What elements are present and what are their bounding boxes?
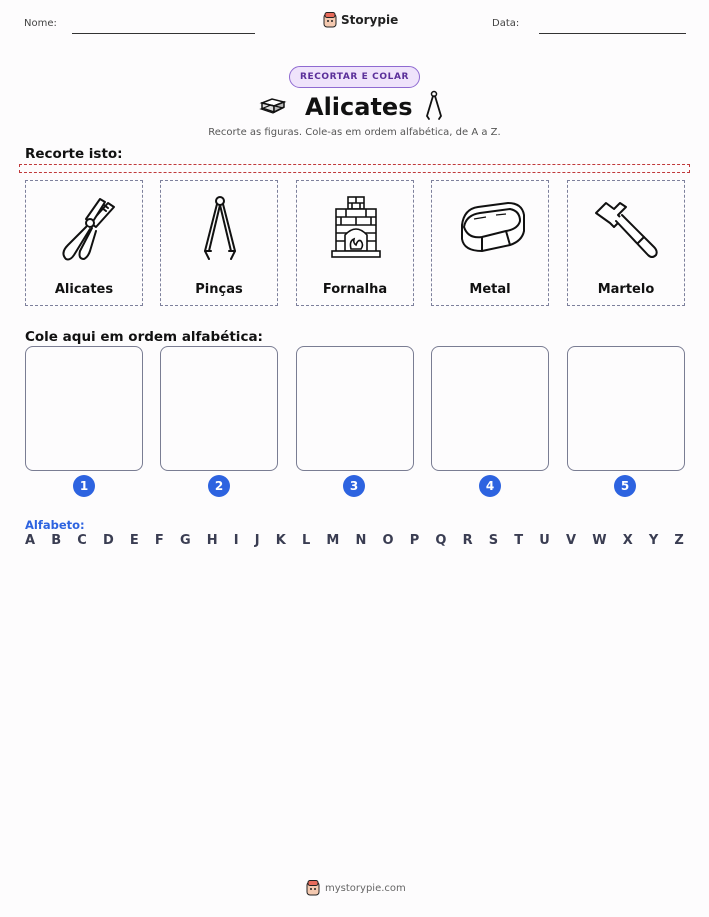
paste-box[interactable] [296,346,414,471]
alphabet-letter: S [488,533,499,548]
page-title: Alicates [305,93,413,121]
alphabet-title: Alfabeto: [25,518,85,532]
alphabet-letter: I [233,533,239,548]
alphabet-letter: J [254,533,260,548]
cut-heading: Recorte isto: [25,146,123,162]
alphabet-letter: L [301,533,311,548]
order-number: 5 [614,475,636,497]
card-label: Pinças [195,282,243,297]
cut-card[interactable] [431,180,549,306]
activity-badge: RECORTAR E COLAR [289,66,420,88]
tongs-icon [185,193,255,265]
alphabet-letter: G [179,533,191,548]
card-label: Martelo [597,282,655,297]
card-label: Fornalha [322,282,388,297]
paste-heading: Cole aqui em ordem alfabética: [25,329,263,345]
alphabet-letter: E [129,533,139,548]
cut-card[interactable] [160,180,278,306]
name-line [72,33,255,34]
order-number: 2 [208,475,230,497]
alphabet-row [25,533,684,548]
name-label: Nome: [24,18,57,29]
alphabet-letter: V [566,533,577,548]
cut-card[interactable] [567,180,685,306]
cut-card[interactable] [296,180,414,306]
cut-line [19,164,690,173]
storypie-mascot-icon [306,880,320,896]
alphabet-letter: D [102,533,114,548]
alphabet-letter: U [539,533,550,548]
paste-box[interactable] [567,346,685,471]
alphabet-letter: R [462,533,473,548]
alphabet-letter: K [275,533,286,548]
metal-ingot-icon [258,93,288,117]
instructions: Recorte as figuras. Cole-as em ordem alfabética, de A a Z. [208,127,501,138]
alphabet-letter: C [77,533,87,548]
alphabet-letter: M [326,533,340,548]
alphabet-letter: A [25,533,36,548]
paste-box[interactable] [25,346,143,471]
storypie-mascot-icon [323,12,337,28]
alphabet-letter: F [154,533,164,548]
pliers-icon [50,193,120,265]
alphabet-letter: O [382,533,394,548]
metal-block-icon [456,193,530,265]
paste-box[interactable] [431,346,549,471]
order-number: 3 [343,475,365,497]
alphabet-letter: P [409,533,420,548]
alphabet-letter: T [514,533,524,548]
alphabet-letter: Y [648,533,659,548]
order-number: 1 [73,475,95,497]
cut-card[interactable] [25,180,143,306]
alphabet-letter: H [206,533,218,548]
furnace-icon [321,193,391,265]
footer [306,880,406,896]
tongs-icon [424,90,444,122]
brand-logo [323,12,398,28]
brand-name: Storypie [341,13,399,27]
hammer-icon [592,193,662,265]
order-number: 4 [479,475,501,497]
alphabet-letter: Z [674,533,684,548]
alphabet-letter: Q [435,533,447,548]
card-label: Metal [469,282,511,297]
alphabet-letter: W [592,533,607,548]
card-label: Alicates [54,282,114,297]
paste-box[interactable] [160,346,278,471]
date-label: Data: [492,18,520,29]
alphabet-letter: X [622,533,633,548]
date-line [539,33,686,34]
footer-site[interactable]: mystorypie.com [325,882,406,894]
alphabet-letter: B [51,533,62,548]
alphabet-letter: N [355,533,367,548]
